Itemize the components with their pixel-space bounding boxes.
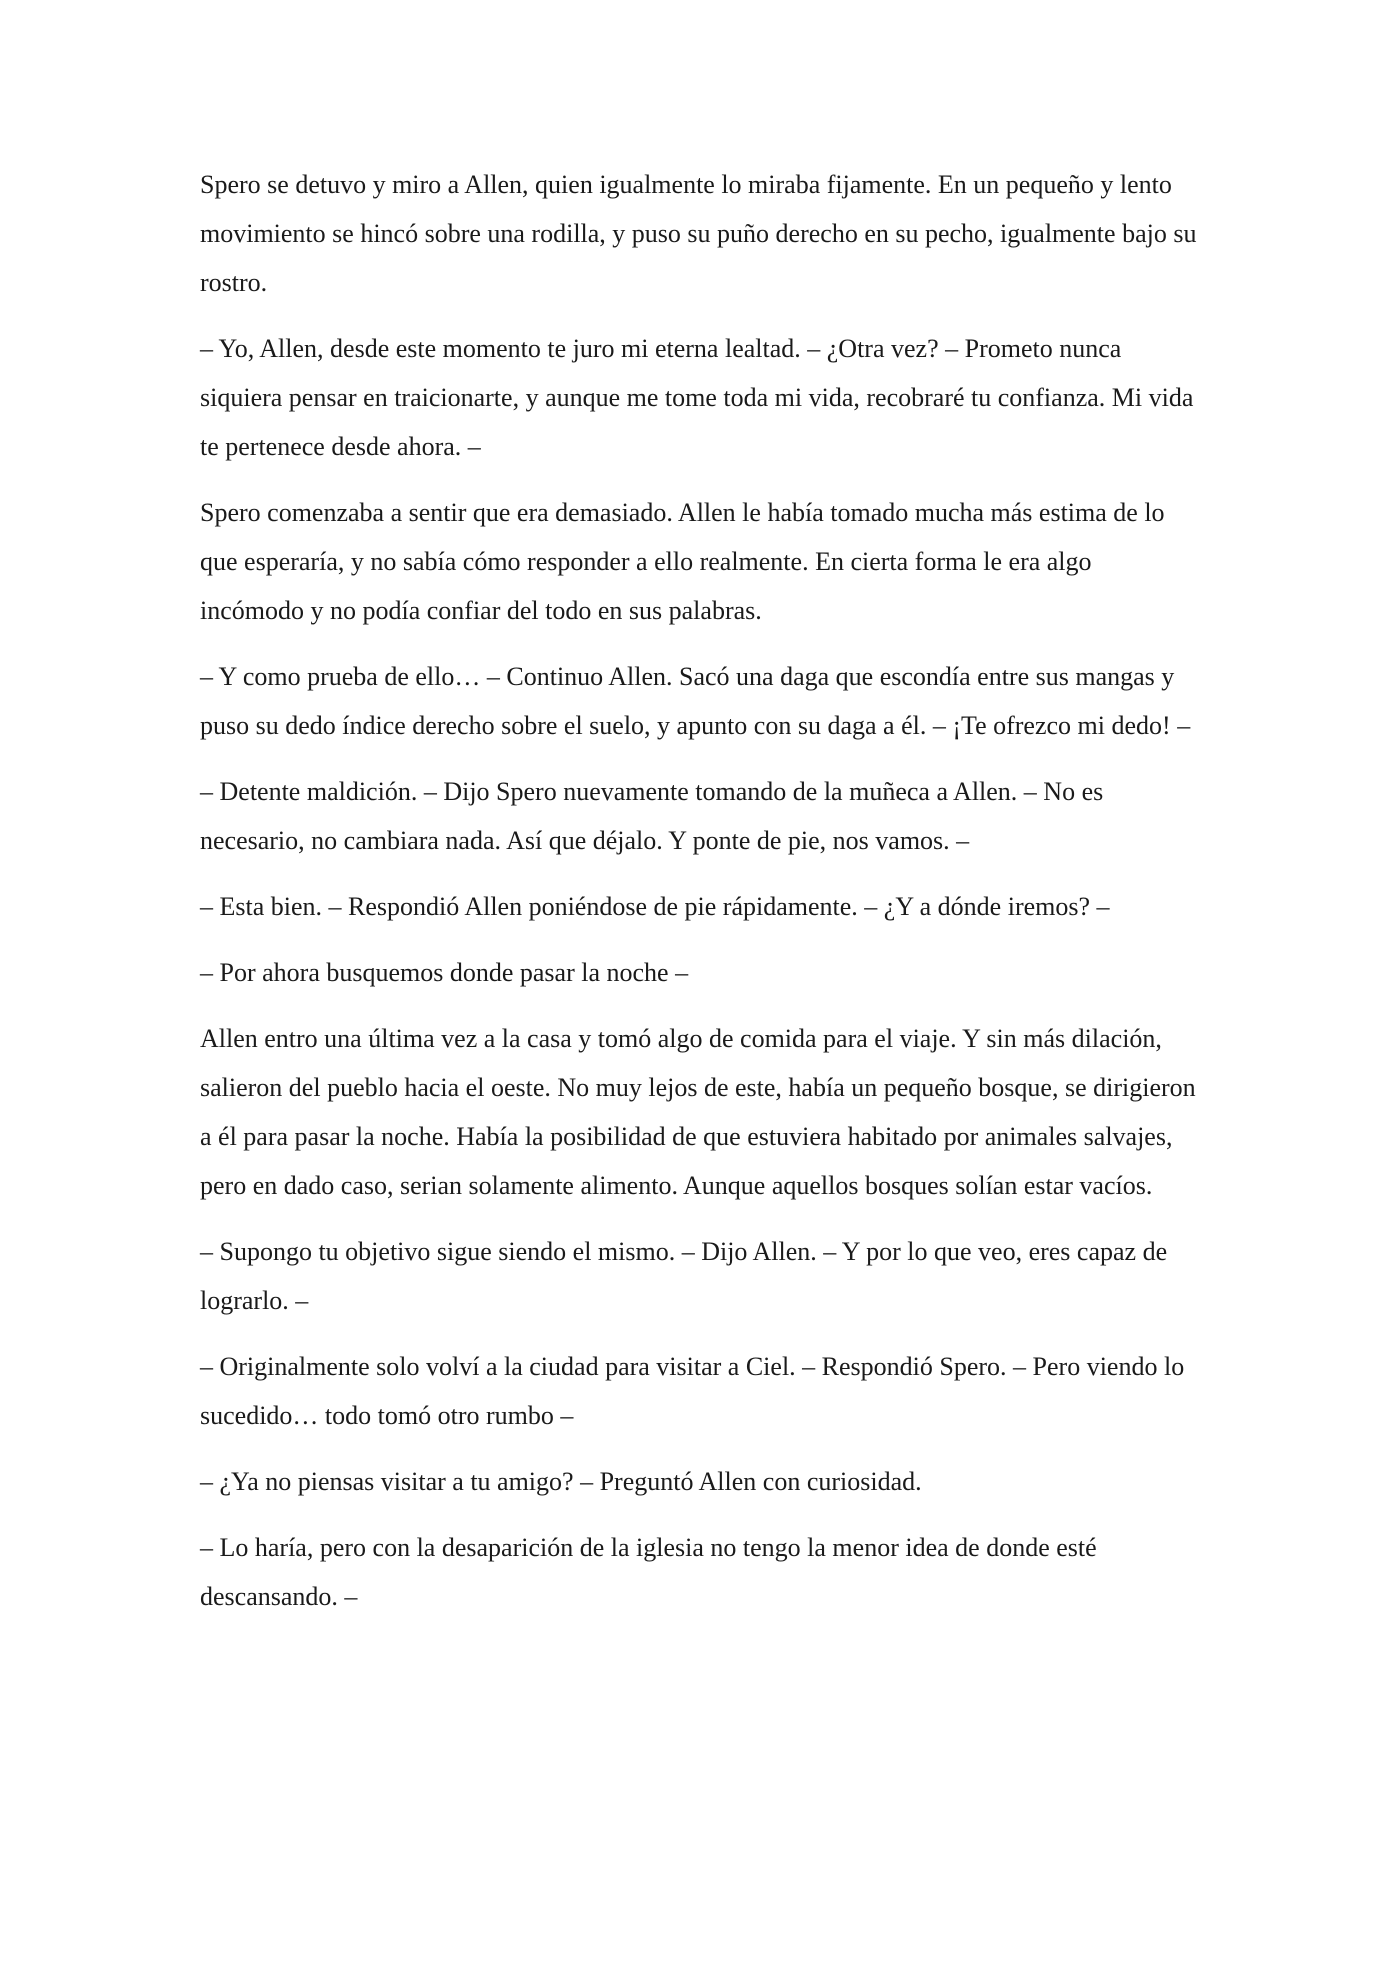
paragraph-4: – Y como prueba de ello… – Continuo Allen. Sacó una daga que escondía entre sus mangas y puso su dedo índice derecho sobre el suelo, y apunto con su daga a él. – ¡Te ofrezco mi dedo! –	[200, 662, 1191, 740]
paragraph-10: – Originalmente solo volví a la ciudad para visitar a Ciel. – Respondió Spero. – Pero viendo lo sucedido… todo tomó otro rumbo –	[200, 1352, 1185, 1430]
paragraph-7: – Por ahora busquemos donde pasar la noche –	[200, 958, 689, 987]
paragraph-3: Spero comenzaba a sentir que era demasiado. Allen le había tomado mucha más estima de lo que esperaría, y no sabía cómo responder a ello realmente. En cierta forma le era algo incómodo y no podía confiar del todo en sus palabras.	[200, 498, 1165, 625]
paragraph-1: Spero se detuvo y miro a Allen, quien igualmente lo miraba fijamente. En un pequeño y lento movimiento se hincó sobre una rodilla, y puso su puño derecho en su pecho, igualmente bajo su rostro.	[200, 170, 1197, 297]
paragraph-8: Allen entro una última vez a la casa y tomó algo de comida para el viaje. Y sin más dilación, salieron del pueblo hacia el oeste. No muy lejos de este, había un pequeño bosque, se dirigieron a él para pasar la noche. Había la posibilidad de que estuviera habitado por animales salvajes, pero en dado caso, serian solamente alimento. Aunque aquellos bosques solían estar vacíos.	[200, 1024, 1196, 1200]
paragraph-11: – ¿Ya no piensas visitar a tu amigo? – Preguntó Allen con curiosidad.	[200, 1467, 922, 1496]
paragraph-6: – Esta bien. – Respondió Allen poniéndose de pie rápidamente. – ¿Y a dónde iremos? –	[200, 892, 1110, 921]
paragraph-12: – Lo haría, pero con la desaparición de la iglesia no tengo la menor idea de donde esté descansando. –	[200, 1533, 1097, 1611]
paragraph-9: – Supongo tu objetivo sigue siendo el mismo. – Dijo Allen. – Y por lo que veo, eres capaz de lograrlo. –	[200, 1237, 1168, 1315]
document-page	[200, 160, 1200, 1638]
paragraph-2: – Yo, Allen, desde este momento te juro mi eterna lealtad. – ¿Otra vez? – Prometo nunca siquiera pensar en traicionarte, y aunque me tome toda mi vida, recobraré tu confianza. Mi vida te pertenece desde ahora. –	[200, 334, 1194, 461]
paragraph-5: – Detente maldición. – Dijo Spero nuevamente tomando de la muñeca a Allen. – No es necesario, no cambiara nada. Así que déjalo. Y ponte de pie, nos vamos. –	[200, 777, 1104, 855]
